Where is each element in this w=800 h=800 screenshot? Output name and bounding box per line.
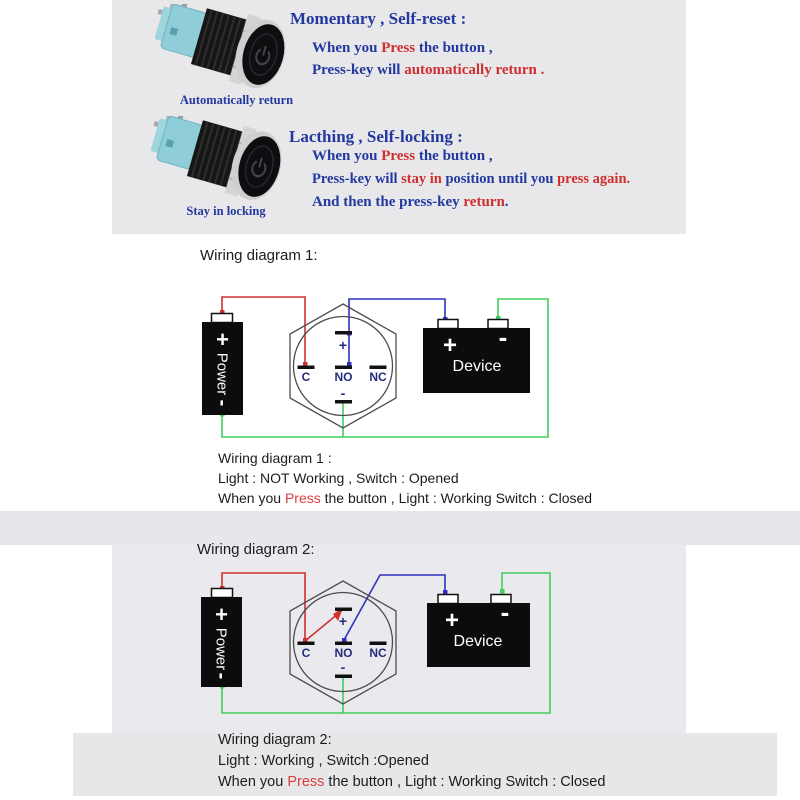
momentary-line2: Press-key will automatically return . xyxy=(312,62,545,78)
nc-label: NC xyxy=(369,646,387,660)
diagram2-title: Wiring diagram 2: xyxy=(197,541,315,558)
caption-automatically-return: Automatically return xyxy=(179,93,294,107)
power-minus-label: - xyxy=(210,672,233,680)
led-plus-terminal xyxy=(335,331,352,335)
led-minus-terminal xyxy=(335,675,352,679)
led-plus-label: + xyxy=(338,613,348,629)
c-terminal xyxy=(298,366,315,370)
nc-terminal xyxy=(370,366,387,370)
caption-stay-in-locking: Stay in locking xyxy=(186,204,266,218)
power-label: Power xyxy=(212,627,230,671)
led-plus-terminal xyxy=(335,608,352,612)
power-block xyxy=(201,589,242,688)
latching-line1: When you Press the button , xyxy=(312,148,493,164)
power-label: Power xyxy=(213,352,231,396)
power-minus-label: - xyxy=(211,399,234,407)
push-button-image xyxy=(145,4,292,94)
push-button-photo-momentary xyxy=(140,4,292,94)
diagram1-note-line1: Light : NOT Working , Switch : Opened xyxy=(218,470,459,486)
diagram1-notes-title: Wiring diagram 1 : xyxy=(218,450,332,466)
c-label: C xyxy=(301,370,311,384)
led-minus-label: - xyxy=(340,385,346,401)
led-minus-label: - xyxy=(340,659,346,675)
diagram2-notes xyxy=(218,730,605,793)
no-terminal xyxy=(335,642,352,646)
power-block xyxy=(202,314,243,416)
device-terminal-tab-plus xyxy=(438,595,458,604)
device-block xyxy=(427,595,530,668)
momentary-line1: When you Press the button , xyxy=(312,40,493,56)
separator-band xyxy=(0,511,800,545)
diagram2-note-line2: When you Press the button , Light : Working Switch : Closed xyxy=(218,774,606,790)
wiring-diagram-1 xyxy=(0,280,800,450)
no-terminal xyxy=(335,366,352,370)
diagram1-title: Wiring diagram 1: xyxy=(200,247,318,264)
diagram1-note-line2: When you Press the button , Light : Working Switch : Closed xyxy=(218,490,593,506)
c-label: C xyxy=(301,646,311,660)
nc-label: NC xyxy=(369,370,387,384)
device-block xyxy=(423,320,530,394)
diagram2-note-line1: Light : Working , Switch :Opened xyxy=(218,753,429,769)
power-terminal-tab xyxy=(212,314,233,323)
power-terminal-tab xyxy=(212,589,233,598)
diagram2-notes-title: Wiring diagram 2: xyxy=(218,732,332,748)
led-plus-label: + xyxy=(338,337,348,353)
c-terminal xyxy=(298,642,315,646)
device-minus-label: - xyxy=(500,597,510,627)
momentary-heading: Momentary , Self-reset : xyxy=(290,9,467,28)
device-label: Device xyxy=(452,358,502,375)
wiring-diagram-2 xyxy=(0,544,800,720)
no-label: NO xyxy=(334,646,353,660)
device-terminal-tab-plus xyxy=(438,320,458,329)
red-wire-led-link xyxy=(305,613,339,641)
no-label: NO xyxy=(334,370,353,384)
device-minus-label: - xyxy=(498,322,508,352)
latching-line3: And then the press-key return. xyxy=(312,194,509,210)
nc-terminal xyxy=(370,642,387,646)
push-button-image xyxy=(141,116,288,206)
device-plus-label: + xyxy=(442,332,458,359)
latching-heading: Lacthing , Self-locking : xyxy=(289,127,463,146)
device-plus-label: + xyxy=(444,607,460,634)
power-plus-label: + xyxy=(215,602,228,627)
push-button-photo-latching xyxy=(136,116,288,206)
power-plus-label: + xyxy=(216,327,229,352)
latching-line2: Press-key will stay in position until you press again. xyxy=(312,171,631,187)
diagram1-notes xyxy=(218,448,592,508)
device-label: Device xyxy=(453,633,503,650)
green-junction-dot xyxy=(500,589,505,594)
